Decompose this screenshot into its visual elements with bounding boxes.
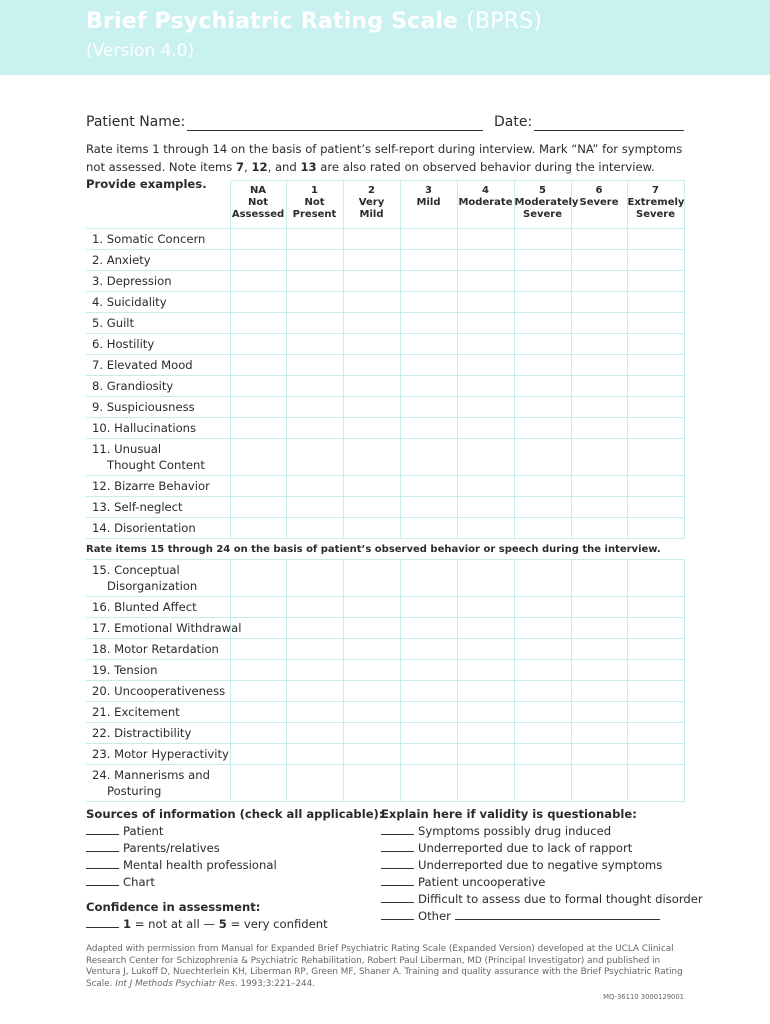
- rating-cell-7[interactable]: [627, 397, 684, 418]
- rating-cell-3[interactable]: [400, 723, 457, 744]
- scale-header-7: 7 Extremely Severe: [627, 181, 684, 229]
- rating-cell-3[interactable]: [400, 313, 457, 334]
- rating-cell-6[interactable]: [571, 229, 627, 250]
- item-label: 2. Anxiety: [86, 250, 230, 271]
- version-label: (Version 4.0): [86, 41, 195, 61]
- rating-cell-6[interactable]: [571, 723, 627, 744]
- confidence-section: [86, 899, 328, 933]
- rating-cell-6[interactable]: [571, 744, 627, 765]
- item-label: 17. Emotional Withdrawal: [86, 618, 230, 639]
- validity-option[interactable]: Patient uncooperative: [381, 874, 703, 891]
- rating-cell-na[interactable]: [230, 639, 286, 660]
- rating-cell-5[interactable]: [514, 497, 571, 518]
- rating-cell-2[interactable]: [343, 271, 400, 292]
- item-row: [86, 418, 684, 439]
- rating-cell-na[interactable]: [230, 250, 286, 271]
- scale-header-6: 6 Severe: [571, 181, 627, 229]
- rating-cell-1[interactable]: [286, 313, 343, 334]
- validity-option-other[interactable]: Other: [381, 908, 703, 925]
- rating-cell-4[interactable]: [457, 639, 514, 660]
- rating-cell-7[interactable]: [627, 439, 684, 476]
- rating-cell-6[interactable]: [571, 660, 627, 681]
- rating-cell-7[interactable]: [627, 765, 684, 802]
- rating-cell-na[interactable]: [230, 418, 286, 439]
- item-label: 21. Excitement: [86, 702, 230, 723]
- rating-cell-na[interactable]: [230, 744, 286, 765]
- rating-cell-5[interactable]: [514, 518, 571, 539]
- rating-cell-na[interactable]: [230, 560, 286, 597]
- rating-cell-7[interactable]: [627, 518, 684, 539]
- rating-cell-6[interactable]: [571, 439, 627, 476]
- rating-cell-na[interactable]: [230, 660, 286, 681]
- rating-cell-5[interactable]: [514, 355, 571, 376]
- item-row: [86, 397, 684, 418]
- item-label: 13. Self-neglect: [86, 497, 230, 518]
- item-label: 20. Uncooperativeness: [86, 681, 230, 702]
- item-label: 24. Mannerisms and Posturing: [86, 765, 230, 802]
- rating-cell-4[interactable]: [457, 681, 514, 702]
- rating-cell-6[interactable]: [571, 271, 627, 292]
- rating-cell-4[interactable]: [457, 313, 514, 334]
- rating-cell-na[interactable]: [230, 355, 286, 376]
- rating-cell-5[interactable]: [514, 439, 571, 476]
- rating-cell-5[interactable]: [514, 250, 571, 271]
- rating-cell-3[interactable]: [400, 744, 457, 765]
- rating-cell-na[interactable]: [230, 497, 286, 518]
- rating-cell-2[interactable]: [343, 229, 400, 250]
- validity-option[interactable]: Symptoms possibly drug induced: [381, 823, 703, 840]
- item-label: 1. Somatic Concern: [86, 229, 230, 250]
- rating-cell-na[interactable]: [230, 518, 286, 539]
- rating-cell-7[interactable]: [627, 723, 684, 744]
- rating-cell-7[interactable]: [627, 702, 684, 723]
- rating-cell-5[interactable]: [514, 560, 571, 597]
- rating-cell-2[interactable]: [343, 681, 400, 702]
- rating-cell-1[interactable]: [286, 660, 343, 681]
- item-row: [86, 497, 684, 518]
- rating-cell-na[interactable]: [230, 271, 286, 292]
- rating-cell-3[interactable]: [400, 397, 457, 418]
- rating-cell-na[interactable]: [230, 765, 286, 802]
- rating-cell-4[interactable]: [457, 334, 514, 355]
- scale-header-2: 2 Very Mild: [343, 181, 400, 229]
- item-row: [86, 723, 684, 744]
- item-label: 12. Bizarre Behavior: [86, 476, 230, 497]
- rating-cell-7[interactable]: [627, 744, 684, 765]
- rating-cell-7[interactable]: [627, 418, 684, 439]
- rating-cell-6[interactable]: [571, 418, 627, 439]
- rating-cell-3[interactable]: [400, 476, 457, 497]
- rating-cell-6[interactable]: [571, 355, 627, 376]
- rating-cell-3[interactable]: [400, 271, 457, 292]
- rating-cell-4[interactable]: [457, 702, 514, 723]
- rating-cell-1[interactable]: [286, 439, 343, 476]
- rating-cell-7[interactable]: [627, 618, 684, 639]
- item-row: [86, 376, 684, 397]
- rating-cell-2[interactable]: [343, 639, 400, 660]
- rating-cell-4[interactable]: [457, 744, 514, 765]
- rating-cell-5[interactable]: [514, 418, 571, 439]
- item-label: 22. Distractibility: [86, 723, 230, 744]
- rating-cell-7[interactable]: [627, 229, 684, 250]
- rating-cell-7[interactable]: [627, 681, 684, 702]
- item-label: 10. Hallucinations: [86, 418, 230, 439]
- rating-cell-1[interactable]: [286, 723, 343, 744]
- rating-cell-2[interactable]: [343, 560, 400, 597]
- rating-cell-1[interactable]: [286, 639, 343, 660]
- rating-cell-7[interactable]: [627, 597, 684, 618]
- rating-cell-3[interactable]: [400, 229, 457, 250]
- rating-cell-6[interactable]: [571, 376, 627, 397]
- rating-cell-2[interactable]: [343, 313, 400, 334]
- item-label: 19. Tension: [86, 660, 230, 681]
- rating-cell-3[interactable]: [400, 292, 457, 313]
- rating-cell-6[interactable]: [571, 560, 627, 597]
- rating-cell-4[interactable]: [457, 439, 514, 476]
- rating-cell-6[interactable]: [571, 292, 627, 313]
- rating-cell-5[interactable]: [514, 660, 571, 681]
- scale-header-1: 1 Not Present: [286, 181, 343, 229]
- rating-cell-5[interactable]: [514, 681, 571, 702]
- rating-grid-body: [86, 229, 684, 802]
- rating-cell-na[interactable]: [230, 292, 286, 313]
- rating-cell-3[interactable]: [400, 639, 457, 660]
- rating-cell-2[interactable]: [343, 518, 400, 539]
- item-label: 14. Disorientation: [86, 518, 230, 539]
- rating-cell-1[interactable]: [286, 418, 343, 439]
- rating-cell-4[interactable]: [457, 292, 514, 313]
- rating-cell-6[interactable]: [571, 313, 627, 334]
- rating-cell-1[interactable]: [286, 355, 343, 376]
- rating-cell-6[interactable]: [571, 497, 627, 518]
- rating-cell-5[interactable]: [514, 765, 571, 802]
- item-row: [86, 313, 684, 334]
- rating-cell-4[interactable]: [457, 660, 514, 681]
- rating-cell-1[interactable]: [286, 497, 343, 518]
- rating-cell-7[interactable]: [627, 313, 684, 334]
- rating-cell-4[interactable]: [457, 518, 514, 539]
- rating-cell-5[interactable]: [514, 313, 571, 334]
- validity-option[interactable]: Difficult to assess due to formal thought disorder: [381, 891, 703, 908]
- rating-cell-6[interactable]: [571, 702, 627, 723]
- rating-cell-7[interactable]: [627, 271, 684, 292]
- rating-cell-7[interactable]: [627, 292, 684, 313]
- scale-header-4: 4 Moderate: [457, 181, 514, 229]
- confidence-field[interactable]: 1 = not at all — 5 = very confident: [86, 916, 328, 933]
- rating-cell-4[interactable]: [457, 376, 514, 397]
- rating-cell-4[interactable]: [457, 560, 514, 597]
- date-field[interactable]: [534, 130, 684, 131]
- item-row: [86, 229, 684, 250]
- rating-cell-4[interactable]: [457, 476, 514, 497]
- item-row: [86, 765, 684, 802]
- rating-cell-7[interactable]: [627, 560, 684, 597]
- rating-cell-4[interactable]: [457, 271, 514, 292]
- rating-cell-3[interactable]: [400, 250, 457, 271]
- item-label: 3. Depression: [86, 271, 230, 292]
- source-option[interactable]: Mental health professional: [86, 857, 384, 874]
- rating-cell-4[interactable]: [457, 497, 514, 518]
- rating-cell-1[interactable]: [286, 334, 343, 355]
- rating-cell-1[interactable]: [286, 681, 343, 702]
- item-row: [86, 702, 684, 723]
- form-code: MQ-36110 3000129001: [603, 993, 684, 1001]
- rating-cell-na[interactable]: [230, 702, 286, 723]
- validity-option[interactable]: Underreported due to negative symptoms: [381, 857, 703, 874]
- item-label: 4. Suicidality: [86, 292, 230, 313]
- rating-cell-5[interactable]: [514, 271, 571, 292]
- rating-cell-6[interactable]: [571, 597, 627, 618]
- item-label: 5. Guilt: [86, 313, 230, 334]
- rating-cell-5[interactable]: [514, 702, 571, 723]
- rating-cell-2[interactable]: [343, 476, 400, 497]
- rating-cell-4[interactable]: [457, 618, 514, 639]
- rating-cell-na[interactable]: [230, 597, 286, 618]
- rating-cell-6[interactable]: [571, 681, 627, 702]
- other-explain-field[interactable]: [455, 908, 660, 920]
- source-option[interactable]: Parents/relatives: [86, 840, 384, 857]
- rating-cell-7[interactable]: [627, 376, 684, 397]
- rating-cell-2[interactable]: [343, 418, 400, 439]
- rating-cell-1[interactable]: [286, 292, 343, 313]
- date-label: Date:: [494, 114, 533, 130]
- rating-cell-7[interactable]: [627, 639, 684, 660]
- rating-cell-1[interactable]: [286, 397, 343, 418]
- rating-cell-1[interactable]: [286, 271, 343, 292]
- scale-header-5: 5 Moderately Severe: [514, 181, 571, 229]
- rating-cell-na[interactable]: [230, 229, 286, 250]
- item-label: 6. Hostility: [86, 334, 230, 355]
- rating-cell-2[interactable]: [343, 744, 400, 765]
- rating-cell-3[interactable]: [400, 560, 457, 597]
- rating-grid: [86, 180, 685, 802]
- rating-cell-1[interactable]: [286, 560, 343, 597]
- rating-cell-5[interactable]: [514, 476, 571, 497]
- rating-cell-2[interactable]: [343, 660, 400, 681]
- rating-cell-5[interactable]: [514, 292, 571, 313]
- rating-cell-4[interactable]: [457, 250, 514, 271]
- rating-cell-4[interactable]: [457, 723, 514, 744]
- rating-cell-3[interactable]: [400, 702, 457, 723]
- item-row: [86, 618, 684, 639]
- patient-info-row: [86, 114, 686, 134]
- rating-cell-3[interactable]: [400, 681, 457, 702]
- scale-header-3: 3 Mild: [400, 181, 457, 229]
- footer-attribution: Adapted with permission from Manual for Expanded Brief Psychiatric Rating Scale (Expanded Version) developed at the UCLA Clinical Research Center for Schizophrenia & Psychiatric Rehabilitation, Robert Paul Liberman, MD (Principal Investigator) and published in Ventura J, Lukoff D, Nuechterlein KH, Liberman RP, Green MF, Shaner A. Training and quality assurance with the Brief Psychiatric Rating Scale. Int J Methods Psychiatr Res. 1993;3:221–244.: [86, 944, 683, 989]
- item-label: 18. Motor Retardation: [86, 639, 230, 660]
- rating-cell-3[interactable]: [400, 497, 457, 518]
- rating-cell-1[interactable]: [286, 518, 343, 539]
- patient-name-field[interactable]: [187, 130, 483, 131]
- confidence-heading: Confidence in assessment:: [86, 900, 261, 914]
- rating-cell-3[interactable]: [400, 597, 457, 618]
- rating-cell-5[interactable]: [514, 229, 571, 250]
- rating-cell-5[interactable]: [514, 639, 571, 660]
- rating-cell-3[interactable]: [400, 765, 457, 802]
- rating-cell-3[interactable]: [400, 660, 457, 681]
- rating-cell-6[interactable]: [571, 518, 627, 539]
- item-row: [86, 597, 684, 618]
- rating-cell-5[interactable]: [514, 376, 571, 397]
- instructions: Rate items 1 through 14 on the basis of patient’s self-report during interview. Mark “NA” for symptoms not assessed. Note items 7, 12, and 13 are also rated on observed behavior during the interview.: [86, 142, 683, 174]
- provide-examples-label: Provide examples.: [86, 177, 207, 191]
- rating-cell-4[interactable]: [457, 355, 514, 376]
- rating-cell-2[interactable]: [343, 376, 400, 397]
- rating-cell-1[interactable]: [286, 765, 343, 802]
- rating-cell-1[interactable]: [286, 229, 343, 250]
- rating-cell-4[interactable]: [457, 229, 514, 250]
- rating-cell-7[interactable]: [627, 660, 684, 681]
- validity-section: [381, 806, 703, 925]
- rating-cell-na[interactable]: [230, 681, 286, 702]
- validity-heading: Explain here if validity is questionable:: [381, 807, 637, 821]
- item-row: [86, 639, 684, 660]
- sources-section: [86, 806, 384, 891]
- rating-cell-2[interactable]: [343, 397, 400, 418]
- rating-cell-na[interactable]: [230, 723, 286, 744]
- rating-cell-7[interactable]: [627, 334, 684, 355]
- item-label: 23. Motor Hyperactivity: [86, 744, 230, 765]
- rating-cell-6[interactable]: [571, 476, 627, 497]
- rating-cell-2[interactable]: [343, 702, 400, 723]
- section-2-note-row: [86, 539, 684, 560]
- item-label: 15. Conceptual Disorganization: [86, 560, 230, 597]
- rating-cell-7[interactable]: [627, 476, 684, 497]
- rating-cell-2[interactable]: [343, 765, 400, 802]
- rating-cell-6[interactable]: [571, 639, 627, 660]
- item-row: [86, 292, 684, 313]
- rating-cell-1[interactable]: [286, 744, 343, 765]
- item-row: [86, 334, 684, 355]
- rating-cell-5[interactable]: [514, 723, 571, 744]
- rating-cell-3[interactable]: [400, 518, 457, 539]
- item-row: [86, 355, 684, 376]
- rating-cell-2[interactable]: [343, 723, 400, 744]
- scale-header-na: NA Not Assessed: [230, 181, 286, 229]
- rating-cell-2[interactable]: [343, 292, 400, 313]
- rating-cell-6[interactable]: [571, 618, 627, 639]
- item-row: [86, 660, 684, 681]
- sources-heading: Sources of information (check all applicable):: [86, 807, 384, 821]
- rating-cell-na[interactable]: [230, 439, 286, 476]
- rating-cell-na[interactable]: [230, 397, 286, 418]
- rating-cell-5[interactable]: [514, 744, 571, 765]
- rating-cell-7[interactable]: [627, 497, 684, 518]
- item-label: 9. Suspiciousness: [86, 397, 230, 418]
- item-row: [86, 271, 684, 292]
- rating-cell-na[interactable]: [230, 334, 286, 355]
- item-row: [86, 518, 684, 539]
- rating-cell-1[interactable]: [286, 376, 343, 397]
- rating-cell-6[interactable]: [571, 250, 627, 271]
- item-label: 11. Unusual Thought Content: [86, 439, 230, 476]
- rating-cell-6[interactable]: [571, 397, 627, 418]
- rating-cell-5[interactable]: [514, 597, 571, 618]
- patient-name-label: Patient Name:: [86, 114, 186, 130]
- header-banner: [0, 0, 770, 75]
- rating-cell-4[interactable]: [457, 397, 514, 418]
- item-label: 7. Elevated Mood: [86, 355, 230, 376]
- source-option[interactable]: Chart: [86, 874, 384, 891]
- rating-cell-3[interactable]: [400, 355, 457, 376]
- rating-cell-3[interactable]: [400, 376, 457, 397]
- rating-cell-5[interactable]: [514, 334, 571, 355]
- item-row: [86, 744, 684, 765]
- rating-cell-1[interactable]: [286, 618, 343, 639]
- rating-cell-6[interactable]: [571, 765, 627, 802]
- rating-cell-na[interactable]: [230, 313, 286, 334]
- rating-cell-1[interactable]: [286, 597, 343, 618]
- rating-cell-3[interactable]: [400, 334, 457, 355]
- rating-cell-6[interactable]: [571, 334, 627, 355]
- rating-cell-2[interactable]: [343, 497, 400, 518]
- item-row: [86, 476, 684, 497]
- rating-cell-1[interactable]: [286, 476, 343, 497]
- rating-cell-5[interactable]: [514, 618, 571, 639]
- rating-cell-7[interactable]: [627, 250, 684, 271]
- rating-cell-na[interactable]: [230, 476, 286, 497]
- item-row: [86, 250, 684, 271]
- rating-cell-2[interactable]: [343, 250, 400, 271]
- form-title: Brief Psychiatric Rating Scale (BPRS): [86, 9, 543, 34]
- section-2-instructions: Rate items 15 through 24 on the basis of patient’s observed behavior or speech during the interview.: [86, 539, 684, 560]
- rating-cell-2[interactable]: [343, 618, 400, 639]
- rating-cell-na[interactable]: [230, 376, 286, 397]
- rating-cell-1[interactable]: [286, 250, 343, 271]
- rating-cell-3[interactable]: [400, 439, 457, 476]
- rating-cell-2[interactable]: [343, 334, 400, 355]
- item-label: 8. Grandiosity: [86, 376, 230, 397]
- rating-cell-2[interactable]: [343, 439, 400, 476]
- rating-cell-3[interactable]: [400, 618, 457, 639]
- rating-cell-5[interactable]: [514, 397, 571, 418]
- rating-cell-1[interactable]: [286, 702, 343, 723]
- validity-option[interactable]: Underreported due to lack of rapport: [381, 840, 703, 857]
- rating-cell-2[interactable]: [343, 597, 400, 618]
- item-row: [86, 560, 684, 597]
- rating-cell-4[interactable]: [457, 765, 514, 802]
- rating-cell-2[interactable]: [343, 355, 400, 376]
- item-row: [86, 681, 684, 702]
- item-row: [86, 439, 684, 476]
- rating-cell-3[interactable]: [400, 418, 457, 439]
- item-label: 16. Blunted Affect: [86, 597, 230, 618]
- rating-cell-4[interactable]: [457, 597, 514, 618]
- rating-cell-7[interactable]: [627, 355, 684, 376]
- source-option[interactable]: Patient: [86, 823, 384, 840]
- rating-cell-4[interactable]: [457, 418, 514, 439]
